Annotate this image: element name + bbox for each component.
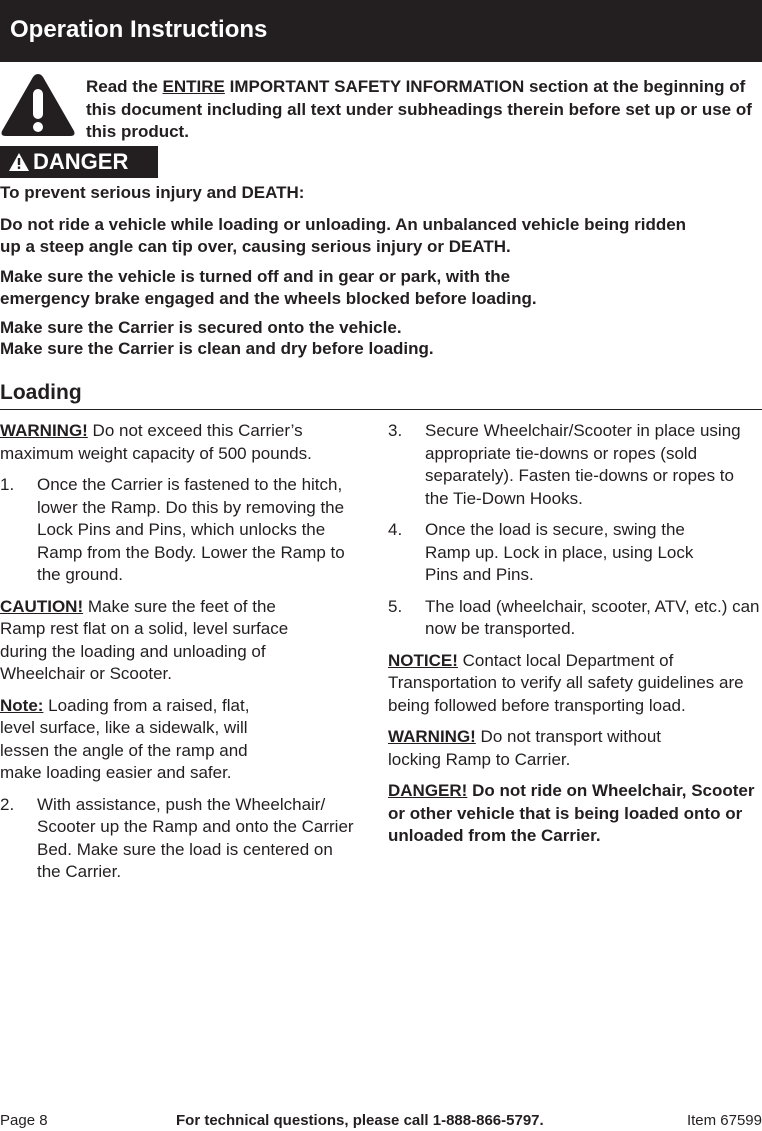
danger-label-right: DANGER! (388, 781, 468, 800)
danger-ride (388, 780, 760, 848)
notice-transport (388, 650, 760, 718)
step-4-number: 4. (388, 520, 403, 539)
notice-label: NOTICE! (388, 650, 458, 670)
danger-line-4: Make sure the Carrier is secured onto the vehicle. (0, 318, 402, 337)
danger-line-3: Make sure the vehicle is turned off and in gear or park, with the emergency brake engaged and the wheels blocked before loading. (0, 267, 537, 308)
step-1-text: Once the Carrier is fastened to the hitch, lower the Ramp. Do this by removing the Lock Pins and Pins, which unlocks the Ramp from the Body. Lower the Ramp to the ground. (37, 475, 345, 584)
loading-note (0, 695, 285, 785)
caution-text: Make sure the feet of the Ramp rest flat on a solid, level surface during the loading and unloading of Wheelchair or Scooter. (0, 596, 289, 683)
danger-text-right: Do not ride on Wheelchair, Scooter or other vehicle that is being loaded onto or unloaded from the Carrier. (388, 781, 755, 845)
danger-line-1: To prevent serious injury and DEATH: (0, 183, 305, 202)
page-number: Page 8 (0, 1112, 48, 1129)
step-5-number: 5. (388, 596, 403, 616)
step-4-text: Once the load is secure, swing the Ramp up. Lock in place, using Lock Pins and Pins. (425, 520, 694, 584)
danger-line-2: Do not ride a vehicle while loading or unloading. An unbalanced vehicle being ridden up a steep angle can tip over, causing serious injury or DEATH. (0, 215, 687, 256)
step-2 (0, 794, 360, 884)
left-column (0, 420, 360, 893)
step-3-number: 3. (388, 421, 403, 440)
safety-read-notice (86, 76, 756, 144)
right-column (388, 420, 760, 857)
danger-alert-icon (8, 152, 30, 172)
warning-text: Do not exceed this Carrier’s maximum weight capacity of 500 pounds. (0, 421, 312, 463)
warning-transport (388, 726, 708, 771)
step-2-number: 2. (0, 794, 15, 814)
section-header-bar (0, 0, 762, 62)
note-label: Note: (0, 695, 44, 715)
step-5-text: The load (wheelchair, scooter, ATV, etc.) can now be transported. (425, 596, 760, 638)
caution-label: CAUTION! (0, 596, 84, 616)
safety-read-entire: ENTIRE (162, 77, 225, 96)
step-3-text: Secure Wheelchair/Scooter in place using appropriate tie-downs or ropes (sold separately). Fasten tie-downs or ropes to the Tie-Down Hooks. (425, 421, 741, 508)
danger-badge-label: DANGER (33, 149, 129, 174)
warning-capacity (0, 420, 360, 465)
page-title: Operation Instructions (10, 16, 268, 43)
step-1-number: 1. (0, 475, 15, 494)
step-5 (388, 596, 760, 641)
notice-text: Contact local Department of Transportation to verify all safety guidelines are being followed before transporting load. (388, 650, 744, 715)
section-divider (0, 409, 762, 410)
danger-line-5: Make sure the Carrier is clean and dry before loading. (0, 339, 434, 358)
step-3 (388, 420, 760, 510)
warning-triangle-icon (0, 71, 76, 139)
safety-read-part2: IMPORTANT SAFETY INFORMATION section at the beginning of this document including all text under subheadings therein before set up or use of this product. (86, 77, 752, 141)
technical-support-line: For technical questions, please call 1-888-866-5797. (176, 1112, 544, 1129)
warning-text-right: Do not transport without locking Ramp to Carrier. (388, 727, 662, 769)
step-2-text: With assistance, push the Wheelchair/ Scooter up the Ramp and onto the Carrier Bed. Make sure the load is centered on the Carrier. (37, 794, 354, 881)
caution-note (0, 596, 290, 686)
step-1 (0, 474, 360, 587)
warning-label: WARNING! (0, 421, 88, 440)
danger-badge (0, 146, 158, 178)
loading-section-title: Loading (0, 381, 82, 404)
item-number: Item 67599 (686, 1112, 762, 1129)
safety-read-part1: Read the (86, 77, 163, 96)
note-text: Loading from a raised, flat, level surface, like a sidewalk, will lessen the angle of the ramp and make loading easier and safer. (0, 695, 250, 782)
step-4 (388, 519, 760, 587)
warning-label-right: WARNING! (388, 727, 476, 746)
